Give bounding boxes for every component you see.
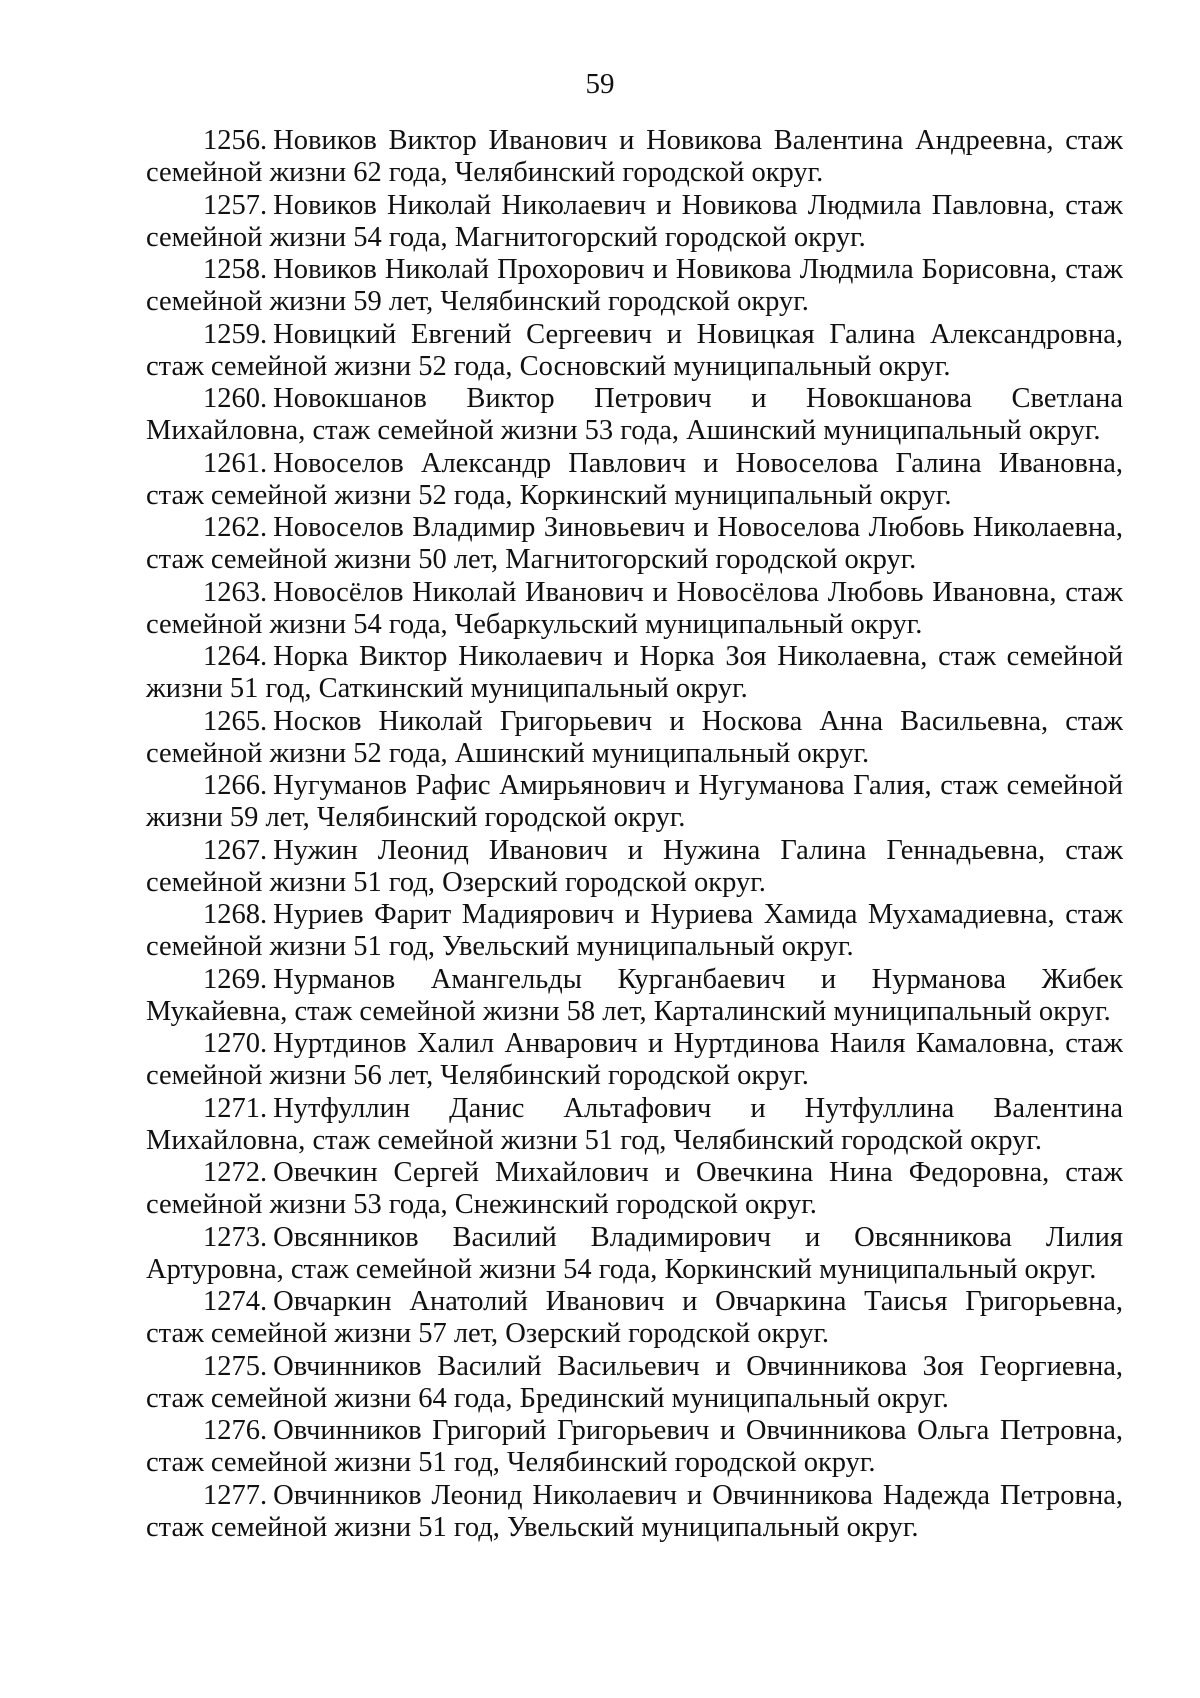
entry-text: Овчаркин Анатолий Иванович и Овчаркина Таисья Григорьевна, стаж семейной жизни 57 лет, Озерский городской округ.: [146, 1286, 1123, 1349]
list-item: [146, 899, 1123, 963]
list-item: [146, 1415, 1123, 1479]
page-number: 59: [585, 68, 615, 100]
entry-number: 1264.: [203, 641, 268, 672]
entry-number: 1272.: [203, 1157, 268, 1188]
entry-text: Нугуманов Рафис Амирьянович и Нугуманова Галия, стаж семейной жизни 59 лет, Челябинский городской округ.: [146, 770, 1123, 833]
entry-text: Новиков Виктор Иванович и Новикова Валентина Андреевна, стаж семейной жизни 62 года, Челябинский городской округ.: [146, 125, 1123, 188]
list-item: [146, 641, 1123, 705]
list-item: [146, 964, 1123, 1028]
entry-number: 1274.: [203, 1286, 268, 1317]
list-item: [146, 706, 1123, 770]
entry-text: Новиков Николай Николаевич и Новикова Людмила Павловна, стаж семейной жизни 54 года, Магнитогорский городской округ.: [146, 189, 1123, 253]
list-item: [146, 1093, 1123, 1157]
list-item: [146, 383, 1123, 447]
list-item: [146, 319, 1123, 383]
entry-number: 1257.: [203, 189, 268, 221]
entry-number: 1266.: [203, 770, 268, 801]
list-item: [146, 1028, 1123, 1092]
entry-number: 1262.: [203, 512, 268, 543]
entry-number: 1270.: [203, 1028, 268, 1059]
entry-text: Нутфуллин Данис Альтафович и Нутфуллина Валентина Михайловна, стаж семейной жизни 51 год, Челябинский городской округ.: [146, 1092, 1123, 1156]
list-item: [146, 835, 1123, 899]
list-item: [146, 448, 1123, 512]
entry-text: Новосёлов Николай Иванович и Новосёлова Любовь Ивановна, стаж семейной жизни 54 года, Чебаркульский муниципальный округ.: [146, 576, 1123, 640]
list-item: [146, 1222, 1123, 1286]
entry-number: 1261.: [203, 447, 268, 479]
entry-number: 1265.: [203, 705, 268, 737]
entry-number: 1276.: [203, 1415, 268, 1446]
list-item: [146, 1157, 1123, 1221]
entry-text: Новиков Николай Прохорович и Новикова Людмила Борисовна, стаж семейной жизни 59 лет, Челябинский городской округ.: [146, 254, 1123, 317]
list-item: [146, 254, 1123, 318]
list-item: [146, 1351, 1123, 1415]
entry-number: 1275.: [203, 1350, 268, 1382]
entry-number: 1260.: [203, 383, 268, 414]
entry-text: Норка Виктор Николаевич и Норка Зоя Николаевна, стаж семейной жизни 51 год, Саткинский муниципальный округ.: [146, 641, 1123, 704]
entry-text: Новокшанов Виктор Петрович и Новокшанова Светлана Михайловна, стаж семейной жизни 53 года, Ашинский муниципальный округ.: [146, 383, 1123, 446]
entry-number: 1267.: [203, 834, 268, 866]
list-item: [146, 190, 1123, 254]
award-list: [146, 125, 1123, 1544]
entry-text: Новоселов Владимир Зиновьевич и Новоселова Любовь Николаевна, стаж семейной жизни 50 лет, Магнитогорский городской округ.: [146, 512, 1123, 575]
list-item: [146, 1480, 1123, 1544]
entry-number: 1258.: [203, 254, 268, 285]
entry-text: Нуриев Фарит Мадиярович и Нуриева Хамида Мухамадиевна, стаж семейной жизни 51 год, Увельский муниципальный округ.: [146, 899, 1123, 962]
entry-number: 1271.: [203, 1092, 268, 1124]
entry-text: Нужин Леонид Иванович и Нужина Галина Геннадьевна, стаж семейной жизни 51 год, Озерский городской округ.: [146, 834, 1123, 898]
list-item: [146, 770, 1123, 834]
entry-number: 1256.: [203, 125, 268, 156]
entry-text: Овсянников Василий Владимирович и Овсянникова Лилия Артуровна, стаж семейной жизни 54 года, Коркинский муниципальный округ.: [146, 1221, 1123, 1285]
entry-text: Овечкин Сергей Михайлович и Овечкина Нина Федоровна, стаж семейной жизни 53 года, Снежинский городской округ.: [146, 1157, 1123, 1220]
entry-number: 1277.: [203, 1479, 268, 1511]
entry-text: Овчинников Василий Васильевич и Овчинникова Зоя Георгиевна, стаж семейной жизни 64 года, Брединский муниципальный округ.: [146, 1350, 1123, 1414]
list-item: [146, 512, 1123, 576]
entry-text: Нуртдинов Халил Анварович и Нуртдинова Наиля Камаловна, стаж семейной жизни 56 лет, Челябинский городской округ.: [146, 1028, 1123, 1091]
entry-text: Нурманов Амангельды Курганбаевич и Нурманова Жибек Мукайевна, стаж семейной жизни 58 лет, Карталинский муниципальный округ.: [146, 963, 1123, 1027]
entry-number: 1273.: [203, 1221, 268, 1253]
list-item: [146, 125, 1123, 189]
entry-number: 1269.: [203, 963, 268, 995]
entry-text: Носков Николай Григорьевич и Носкова Анна Васильевна, стаж семейной жизни 52 года, Ашинский муниципальный округ.: [146, 705, 1123, 769]
entry-text: Новицкий Евгений Сергеевич и Новицкая Галина Александровна, стаж семейной жизни 52 года, Сосновский муниципальный округ.: [146, 318, 1123, 382]
list-item: [146, 577, 1123, 641]
list-item: [146, 1286, 1123, 1350]
entry-number: 1268.: [203, 899, 268, 930]
entry-text: Овчинников Григорий Григорьевич и Овчинникова Ольга Петровна, стаж семейной жизни 51 год, Челябинский городской округ.: [146, 1415, 1123, 1478]
entry-number: 1263.: [203, 576, 268, 608]
entry-text: Овчинников Леонид Николаевич и Овчинникова Надежда Петровна, стаж семейной жизни 51 год, Увельский муниципальный округ.: [146, 1479, 1123, 1543]
entry-number: 1259.: [203, 318, 268, 350]
entry-text: Новоселов Александр Павлович и Новоселова Галина Ивановна, стаж семейной жизни 52 года, Коркинский муниципальный округ.: [146, 447, 1123, 511]
